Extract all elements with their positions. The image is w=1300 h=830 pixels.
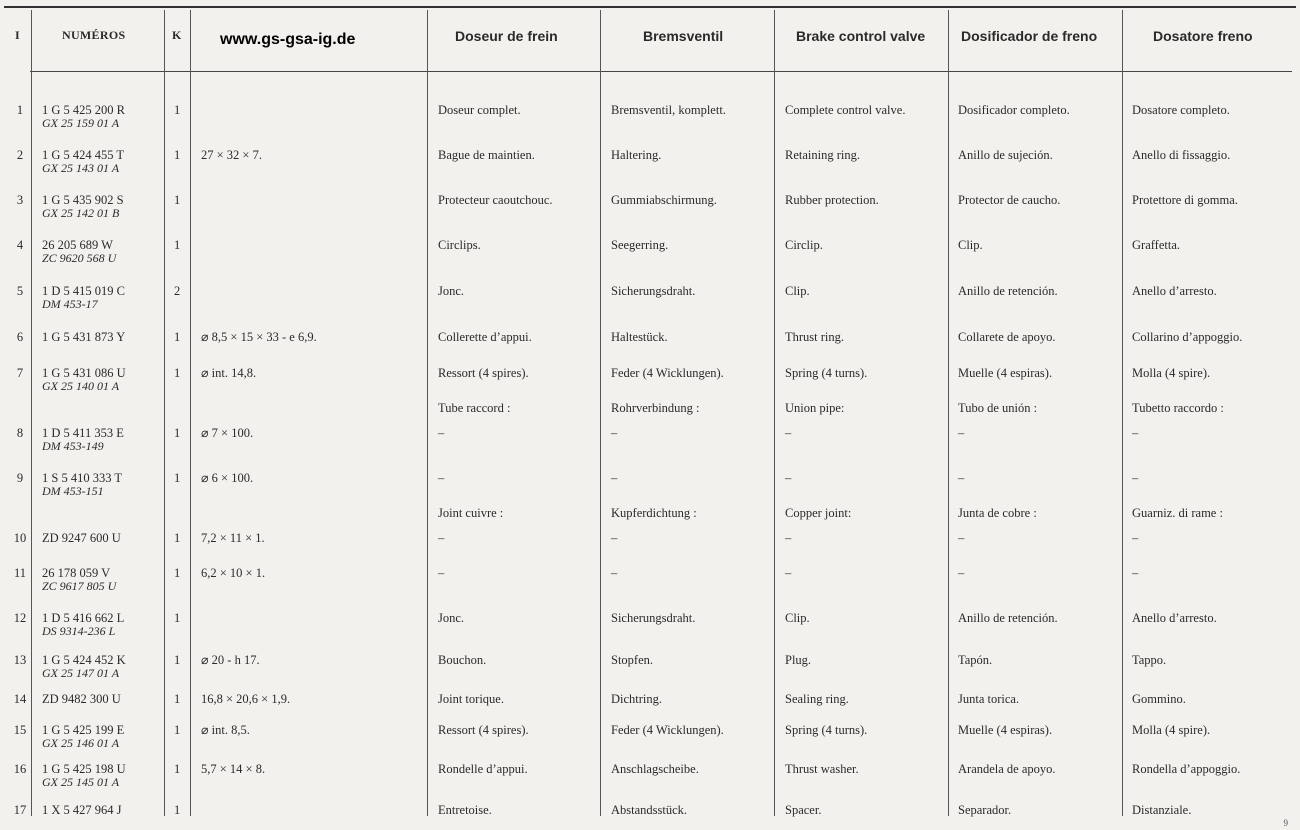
page-number: 9: [1283, 818, 1288, 828]
header-de: Bremsventil: [643, 28, 724, 44]
cell-k: 1: [174, 330, 181, 344]
header-it: Dosatore freno: [1153, 28, 1253, 44]
cell-ref1: ZD 9482 300 U: [42, 692, 121, 706]
cell-es: Arandela de apoyo.: [958, 762, 1056, 776]
cell-k: 1: [174, 531, 181, 545]
header-fr: Doseur de frein: [455, 28, 558, 44]
table-row: [0, 723, 1300, 750]
cell-es: Clip.: [958, 238, 983, 252]
cell-es: Dosificador completo.: [958, 103, 1070, 117]
cell-dim: ⌀ int. 8,5.: [201, 723, 250, 737]
header-rule: [30, 71, 1292, 72]
cell-en: Spring (4 turns).: [785, 723, 868, 737]
cell-n: 15: [13, 723, 27, 737]
cell-ref2: GX 25 143 01 A: [42, 161, 120, 175]
cell-ref2: GX 25 146 01 A: [42, 736, 120, 750]
cell-de: Rohrverbindung :: [611, 401, 700, 415]
cell-n: 4: [16, 238, 24, 252]
cell-fr: Tube raccord :: [438, 401, 511, 415]
cell-n: 17: [13, 803, 27, 817]
column-divider: [164, 10, 165, 816]
cell-dim: 7,2 × 11 × 1.: [201, 531, 265, 545]
cell-dim: 16,8 × 20,6 × 1,9.: [201, 692, 291, 706]
cell-fr: –: [438, 426, 445, 440]
cell-en: Clip.: [785, 284, 810, 298]
cell-de: Feder (4 Wicklungen).: [611, 723, 724, 737]
cell-fr: Joint torique.: [438, 692, 504, 706]
cell-ref1: 1 G 5 424 455 T: [42, 148, 125, 162]
cell-fr: Collerette d’appui.: [438, 330, 532, 344]
cell-de: Bremsventil, komplett.: [611, 103, 726, 117]
table-row: [0, 366, 1300, 393]
cell-ref1: 26 205 689 W: [42, 238, 113, 252]
cell-it: Molla (4 spire).: [1132, 723, 1211, 737]
cell-ref2: DS 9314-236 L: [42, 624, 116, 638]
table-row: [0, 238, 1300, 265]
cell-es: Junta torica.: [958, 692, 1020, 706]
cell-en: Spacer.: [785, 803, 822, 817]
cell-fr: Protecteur caoutchouc.: [438, 193, 553, 207]
cell-es: Anillo de retención.: [958, 284, 1058, 298]
cell-es: –: [958, 426, 965, 440]
cell-de: Haltering.: [611, 148, 662, 162]
cell-en: –: [785, 471, 792, 485]
cell-ref1: 1 S 5 410 333 T: [42, 471, 122, 485]
cell-dim: ⌀ 6 × 100.: [201, 471, 254, 485]
cell-en: Retaining ring.: [785, 148, 860, 162]
cell-ref1: 1 G 5 431 873 Y: [42, 330, 126, 344]
header-k: K: [172, 28, 182, 42]
cell-es: –: [958, 531, 965, 545]
cell-fr: Bouchon.: [438, 653, 487, 667]
cell-n: 12: [13, 611, 27, 625]
cell-it: Tubetto raccordo :: [1132, 401, 1224, 415]
cell-n: 6: [16, 330, 24, 344]
cell-ref2: DM 453-149: [42, 439, 104, 453]
cell-ref2: ZC 9617 805 U: [42, 579, 117, 593]
cell-de: –: [611, 426, 618, 440]
header-index: I: [15, 28, 20, 42]
table-row: [0, 471, 1300, 498]
cell-ref2: ZC 9620 568 U: [42, 251, 117, 265]
cell-en: Circlip.: [785, 238, 823, 252]
cell-es: Muelle (4 espiras).: [958, 366, 1053, 380]
cell-n: 9: [16, 471, 24, 485]
header-es: Dosificador de freno: [961, 28, 1098, 44]
cell-dim: 6,2 × 10 × 1.: [201, 566, 266, 580]
cell-it: Protettore di gomma.: [1132, 193, 1238, 207]
cell-k: 1: [174, 148, 181, 162]
cell-n: 14: [13, 692, 27, 706]
cell-ref1: 26 178 059 V: [42, 566, 111, 580]
website-watermark: www.gs-gsa-ig.de: [220, 31, 356, 48]
cell-dim: 27 × 32 × 7.: [201, 148, 262, 162]
cell-en: –: [785, 566, 792, 580]
cell-ref2: GX 25 159 01 A: [42, 116, 120, 130]
table-row: [0, 653, 1300, 680]
cell-k: 1: [174, 426, 181, 440]
cell-k: 1: [174, 366, 181, 380]
cell-k: 1: [174, 566, 181, 580]
cell-it: Collarino d’appoggio.: [1132, 330, 1243, 344]
cell-en: Clip.: [785, 611, 810, 625]
cell-ref2: GX 25 142 01 B: [42, 206, 120, 220]
cell-n: 7: [16, 366, 24, 380]
cell-ref1: 1 G 5 425 200 R: [42, 103, 125, 117]
table-row: [0, 566, 1300, 593]
cell-it: Anello d’arresto.: [1132, 611, 1217, 625]
cell-n: 3: [16, 193, 24, 207]
cell-it: –: [1132, 471, 1139, 485]
cell-ref1: 1 G 5 424 452 K: [42, 653, 126, 667]
cell-ref2: GX 25 147 01 A: [42, 666, 120, 680]
column-divider: [31, 10, 32, 816]
cell-k: 1: [174, 193, 181, 207]
cell-ref1: 1 D 5 411 353 E: [42, 426, 124, 440]
cell-ref2: DM 453-17: [42, 297, 98, 311]
cell-n: 16: [13, 762, 27, 776]
cell-de: Feder (4 Wicklungen).: [611, 366, 724, 380]
cell-de: Seegerring.: [611, 238, 669, 252]
cell-it: Molla (4 spire).: [1132, 366, 1211, 380]
cell-k: 1: [174, 471, 181, 485]
cell-es: –: [958, 471, 965, 485]
cell-en: Complete control valve.: [785, 103, 906, 117]
table-row: [0, 692, 1300, 706]
header-numbers: NUMÉROS: [62, 28, 126, 42]
cell-it: Anello di fissaggio.: [1132, 148, 1231, 162]
cell-dim: ⌀ int. 14,8.: [201, 366, 257, 380]
table-row: [0, 611, 1300, 638]
cell-ref1: ZD 9247 600 U: [42, 531, 121, 545]
cell-n: 8: [16, 426, 24, 440]
cell-fr: Circlips.: [438, 238, 481, 252]
cell-fr: Jonc.: [438, 284, 465, 298]
cell-ref1: 1 G 5 435 902 S: [42, 193, 124, 207]
cell-it: Anello d’arresto.: [1132, 284, 1217, 298]
cell-dim: ⌀ 7 × 100.: [201, 426, 254, 440]
cell-fr: Joint cuivre :: [438, 506, 504, 520]
cell-fr: Ressort (4 spires).: [438, 723, 529, 737]
top-rule: [4, 6, 1296, 8]
table-row: [0, 506, 1300, 520]
cell-it: Graffetta.: [1132, 238, 1181, 252]
cell-dim: 5,7 × 14 × 8.: [201, 762, 266, 776]
cell-ref2: GX 25 145 01 A: [42, 775, 120, 789]
column-divider: [948, 10, 949, 816]
cell-fr: Entretoise.: [438, 803, 492, 817]
cell-es: Muelle (4 espiras).: [958, 723, 1053, 737]
cell-fr: –: [438, 531, 445, 545]
cell-en: Sealing ring.: [785, 692, 849, 706]
cell-es: Separador.: [958, 803, 1012, 817]
cell-n: 10: [13, 531, 27, 545]
cell-k: 1: [174, 803, 181, 817]
header-en: Brake control valve: [796, 28, 926, 44]
cell-en: Rubber protection.: [785, 193, 879, 207]
cell-ref2: GX 25 140 01 A: [42, 379, 120, 393]
cell-ref2: DM 453-151: [42, 484, 104, 498]
table-row: [0, 330, 1300, 344]
column-divider: [1122, 10, 1123, 816]
cell-ref1: 1 X 5 427 964 J: [42, 803, 122, 817]
cell-de: –: [611, 531, 618, 545]
cell-k: 1: [174, 238, 181, 252]
cell-fr: Doseur complet.: [438, 103, 521, 117]
cell-es: Collarete de apoyo.: [958, 330, 1056, 344]
cell-es: Anillo de retención.: [958, 611, 1058, 625]
cell-de: –: [611, 471, 618, 485]
cell-en: Plug.: [785, 653, 812, 667]
cell-es: Junta de cobre :: [958, 506, 1037, 520]
cell-de: Sicherungsdraht.: [611, 284, 696, 298]
cell-k: 1: [174, 762, 181, 776]
cell-ref1: 1 D 5 415 019 C: [42, 284, 125, 298]
cell-de: Haltestück.: [611, 330, 668, 344]
cell-en: –: [785, 426, 792, 440]
cell-en: –: [785, 531, 792, 545]
cell-dim: ⌀ 8,5 × 15 × 33 - e 6,9.: [201, 330, 317, 344]
cell-es: Protector de caucho.: [958, 193, 1061, 207]
cell-it: Distanziale.: [1132, 803, 1192, 817]
table-row: [0, 284, 1300, 311]
cell-de: Dichtring.: [611, 692, 663, 706]
cell-k: 1: [174, 103, 181, 117]
cell-k: 1: [174, 692, 181, 706]
cell-fr: Ressort (4 spires).: [438, 366, 529, 380]
cell-ref1: 1 G 5 425 198 U: [42, 762, 126, 776]
column-divider: [190, 10, 191, 816]
cell-n: 11: [13, 566, 27, 580]
cell-fr: Bague de maintien.: [438, 148, 535, 162]
cell-es: –: [958, 566, 965, 580]
cell-it: –: [1132, 531, 1139, 545]
cell-en: Union pipe:: [785, 401, 845, 415]
cell-de: Abstandsstück.: [611, 803, 688, 817]
cell-it: Rondella d’appoggio.: [1132, 762, 1241, 776]
table-row: [0, 426, 1300, 453]
cell-n: 13: [13, 653, 27, 667]
cell-n: 5: [16, 284, 24, 298]
column-divider: [427, 10, 428, 816]
cell-k: 1: [174, 611, 181, 625]
cell-es: Tubo de unión :: [958, 401, 1038, 415]
cell-fr: –: [438, 566, 445, 580]
table-row: [0, 803, 1300, 817]
cell-de: Anschlagscheibe.: [611, 762, 699, 776]
column-divider: [774, 10, 775, 816]
cell-en: Thrust ring.: [785, 330, 845, 344]
cell-de: Sicherungsdraht.: [611, 611, 696, 625]
cell-n: 1: [16, 103, 24, 117]
cell-ref1: 1 G 5 431 086 U: [42, 366, 126, 380]
cell-it: Dosatore completo.: [1132, 103, 1230, 117]
column-divider: [600, 10, 601, 816]
cell-fr: Rondelle d’appui.: [438, 762, 528, 776]
cell-ref1: 1 D 5 416 662 L: [42, 611, 125, 625]
table-row: [0, 762, 1300, 789]
cell-n: 2: [16, 148, 24, 162]
cell-k: 2: [174, 284, 181, 298]
cell-de: Stopfen.: [611, 653, 654, 667]
cell-it: Tappo.: [1132, 653, 1167, 667]
cell-it: –: [1132, 426, 1139, 440]
cell-it: –: [1132, 566, 1139, 580]
table-row: [0, 193, 1300, 220]
cell-it: Guarniz. di rame :: [1132, 506, 1223, 520]
table-row: [0, 103, 1300, 130]
cell-en: Thrust washer.: [785, 762, 859, 776]
cell-k: 1: [174, 723, 181, 737]
table-row: [0, 401, 1300, 415]
cell-es: Anillo de sujeción.: [958, 148, 1053, 162]
cell-dim: ⌀ 20 - h 17.: [201, 653, 260, 667]
cell-en: Spring (4 turns).: [785, 366, 868, 380]
cell-de: Kupferdichtung :: [611, 506, 697, 520]
cell-de: –: [611, 566, 618, 580]
cell-it: Gommino.: [1132, 692, 1186, 706]
cell-de: Gummiabschirmung.: [611, 193, 717, 207]
cell-fr: –: [438, 471, 445, 485]
cell-en: Copper joint:: [785, 506, 852, 520]
cell-es: Tapón.: [958, 653, 993, 667]
cell-fr: Jonc.: [438, 611, 465, 625]
cell-k: 1: [174, 653, 181, 667]
table-row: [0, 148, 1300, 175]
table-row: [0, 531, 1300, 545]
cell-ref1: 1 G 5 425 199 E: [42, 723, 125, 737]
